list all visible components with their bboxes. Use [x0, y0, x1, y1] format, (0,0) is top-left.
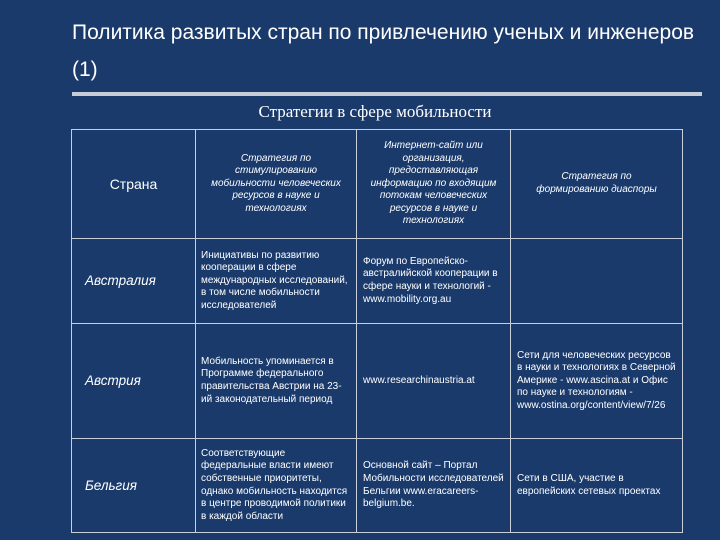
- table-cell-strategy: Инициативы по развитию кооперации в сфере международных исследований, в том числе мобильности исследователей: [201, 249, 348, 311]
- table-row-country: Бельгия: [85, 477, 137, 493]
- header-website: Интернет-сайт или организация, предоставляющая информацию по входящим потокам человеческих ресурсов в науке и технологиях: [370, 139, 497, 227]
- table-cell-strategy: Соответствующие федеральные власти имеют собственные приоритеты, однако мобильность находится в центре проводимой политики в каждой области: [201, 447, 348, 522]
- header-country: Страна: [109, 175, 158, 192]
- table-cell-diaspora: Сети для человеческих ресурсов в науки и технологиях в Северной Америке - www.ascina.at и Офис по науке и технологиям - www.ostina.org/content/view/7/26: [517, 349, 676, 411]
- title-divider: [72, 92, 702, 96]
- mobility-strategies-table: [71, 129, 683, 533]
- table-subtitle: Стратегии в сфере мобильности: [258, 102, 492, 121]
- table-cell-website: Основной сайт – Портал Мобильности исследователей Бельгии www.eracareers-belgium.be.: [363, 460, 504, 510]
- table-cell-website: www.researchinaustria.at: [363, 374, 475, 386]
- slide-title: Политика развитых стран по привлечению ученых и инженеров (1): [72, 21, 695, 81]
- table-cell-strategy: Мобильность упоминается в Программе федерального правительства Австрии на 23-ий законодательный период: [201, 355, 342, 405]
- table-row-country: Австралия: [85, 273, 156, 288]
- table-cell-diaspora: Сети в США, участие в европейских сетевых проектах: [517, 472, 661, 497]
- table-row-country: Австрия: [85, 373, 141, 388]
- table-cell-website: Форум по Европейско-австралийской кооперации в сфере науки и технологий - www.mobility.org.au: [363, 255, 498, 305]
- header-mobility-strategy: Стратегия по стимулированию мобильности человеческих ресурсов в науке и технологиях: [211, 152, 341, 214]
- header-diaspora-strategy: Стратегия по формированию диаспоры: [536, 171, 657, 195]
- table-cell-diaspora: [511, 239, 682, 323]
